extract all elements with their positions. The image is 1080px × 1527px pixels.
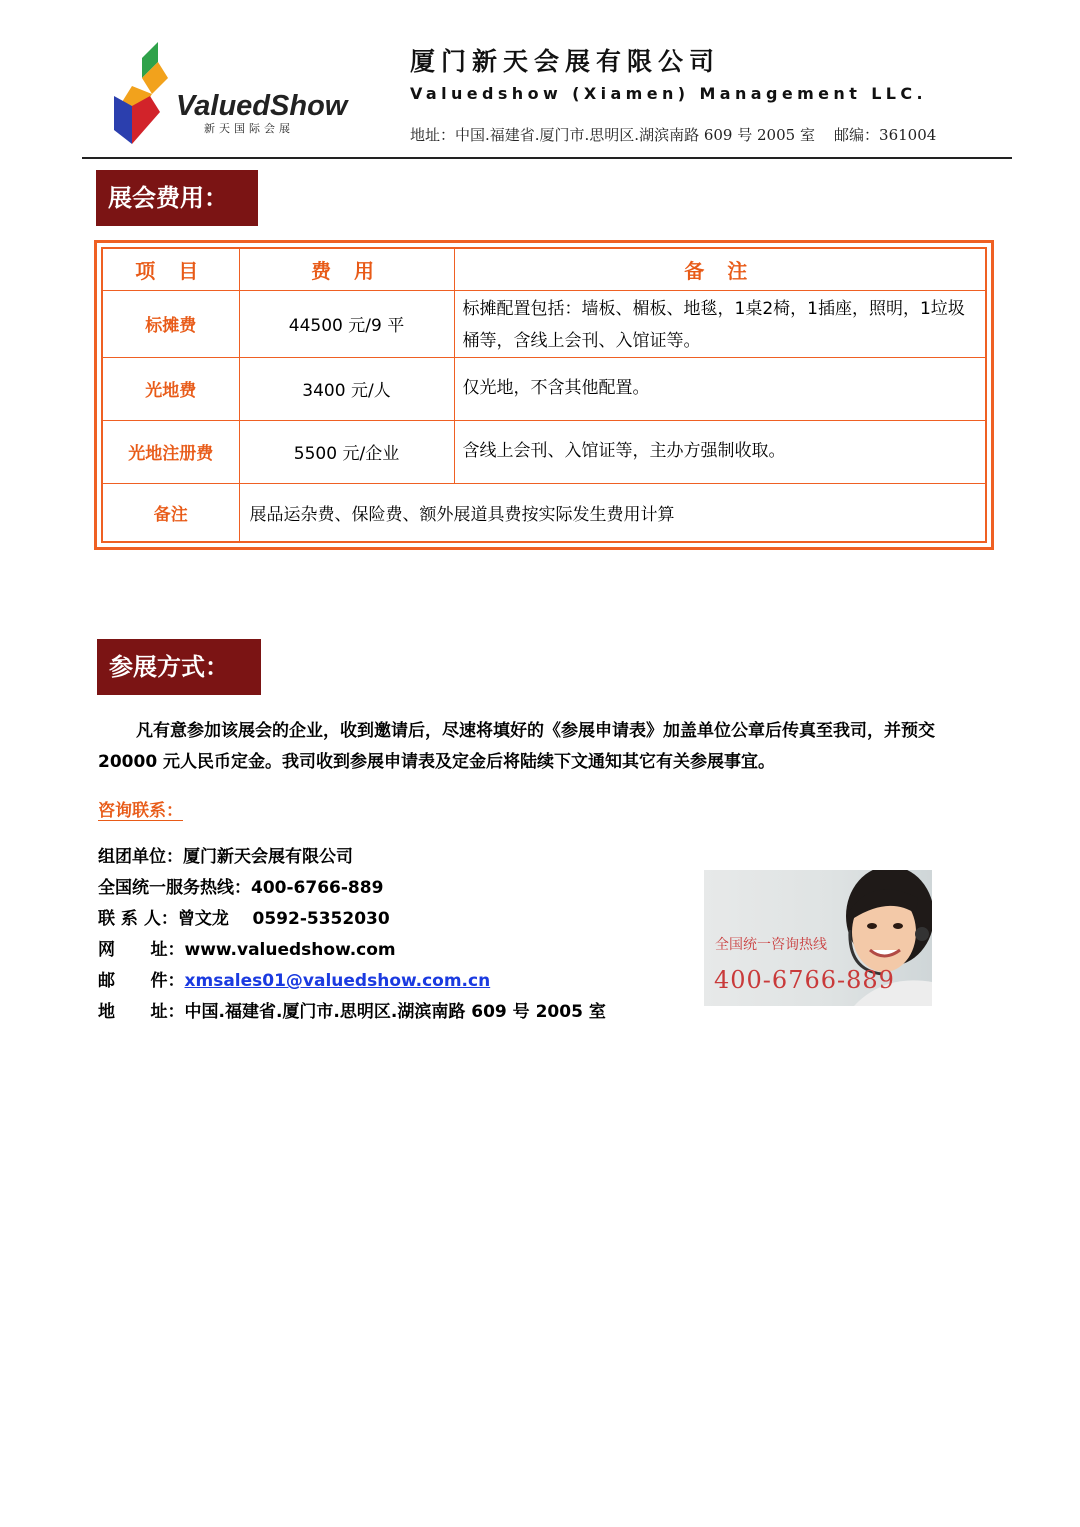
logo-subtitle: 新天国际会展 — [204, 122, 294, 135]
person-label: 联 系 人： — [98, 909, 178, 929]
table-row — [102, 420, 986, 483]
header-note: 备 注 — [454, 248, 986, 290]
header-price: 费 用 — [239, 248, 454, 290]
company-name-en: Valuedshow (Xiamen) Management LLC. — [410, 84, 928, 103]
row-price: 44500 元/9 平 — [239, 290, 454, 357]
email-label: 邮 件： — [98, 971, 185, 991]
row-note: 标摊配置包括：墙板、楣板、地毯，1桌2椅，1插座，照明，1垃圾桶等，含线上会刊、入馆证等。 — [454, 290, 986, 357]
row-item: 光地费 — [102, 357, 239, 420]
row-note: 含线上会刊、入馆证等，主办方强制收取。 — [454, 420, 986, 483]
fee-table-frame — [94, 240, 994, 550]
header-divider — [82, 157, 1012, 159]
row-price: 5500 元/企业 — [239, 420, 454, 483]
header-address: 地址：中国.福建省.厦门市.思明区.湖滨南路 609 号 2005 室 邮编：361004 — [410, 126, 937, 144]
contact-heading: 咨询联系： — [98, 801, 183, 821]
contact-org — [98, 842, 353, 867]
header-item: 项 目 — [102, 248, 239, 290]
row-note: 仅光地，不含其他配置。 — [454, 357, 986, 420]
fee-table — [101, 247, 987, 543]
logo-wordmark: ValuedShow — [176, 90, 348, 122]
contact-web — [98, 935, 396, 960]
web-value: www.valuedshow.com — [184, 940, 396, 960]
address-value: 中国.福建省.厦门市.思明区.湖滨南路 609 号 2005 室 — [184, 1002, 606, 1022]
company-name-cn: 厦门新天会展有限公司 — [410, 47, 721, 76]
org-label: 组团单位： — [98, 847, 183, 867]
remark-label: 备注 — [102, 483, 239, 542]
contact-hotline — [98, 873, 383, 898]
hotline-banner-number: 400-6766-889 — [714, 966, 895, 994]
valuedshow-logo — [112, 40, 352, 150]
hotline-banner-label: 全国统一咨询热线 — [715, 937, 827, 953]
row-item: 标摊费 — [102, 290, 239, 357]
org-value: 厦门新天会展有限公司 — [183, 847, 353, 867]
row-item: 光地注册费 — [102, 420, 239, 483]
table-header-row — [102, 248, 986, 290]
hotline-label: 全国统一服务热线： — [98, 878, 251, 898]
hotline-banner — [704, 870, 932, 1006]
web-label: 网 址： — [98, 940, 185, 960]
email-link[interactable]: xmsales01@valuedshow.com.cn — [184, 971, 491, 991]
table-row — [102, 290, 986, 357]
row-price: 3400 元/人 — [239, 357, 454, 420]
hotline-value: 400-6766-889 — [251, 878, 384, 898]
contact-email — [98, 966, 490, 991]
contact-person — [98, 904, 390, 929]
participation-section-title: 参展方式： — [97, 639, 261, 695]
table-remark-row — [102, 483, 986, 542]
person-value: 曾文龙 0592-5352030 — [177, 909, 390, 929]
table-row — [102, 357, 986, 420]
address-label: 地 址： — [98, 1002, 185, 1022]
contact-address — [98, 997, 606, 1022]
participation-body: 凡有意参加该展会的企业，收到邀请后，尽速将填好的《参展申请表》加盖单位公章后传真至我司，并预交 20000 元人民币定金。我司收到参展申请表及定金后将陆续下文通知其它有关参展事宜。 — [98, 721, 935, 772]
fees-section-title: 展会费用： — [96, 170, 258, 226]
remark-text: 展品运杂费、保险费、额外展道具费按实际发生费用计算 — [239, 483, 986, 542]
